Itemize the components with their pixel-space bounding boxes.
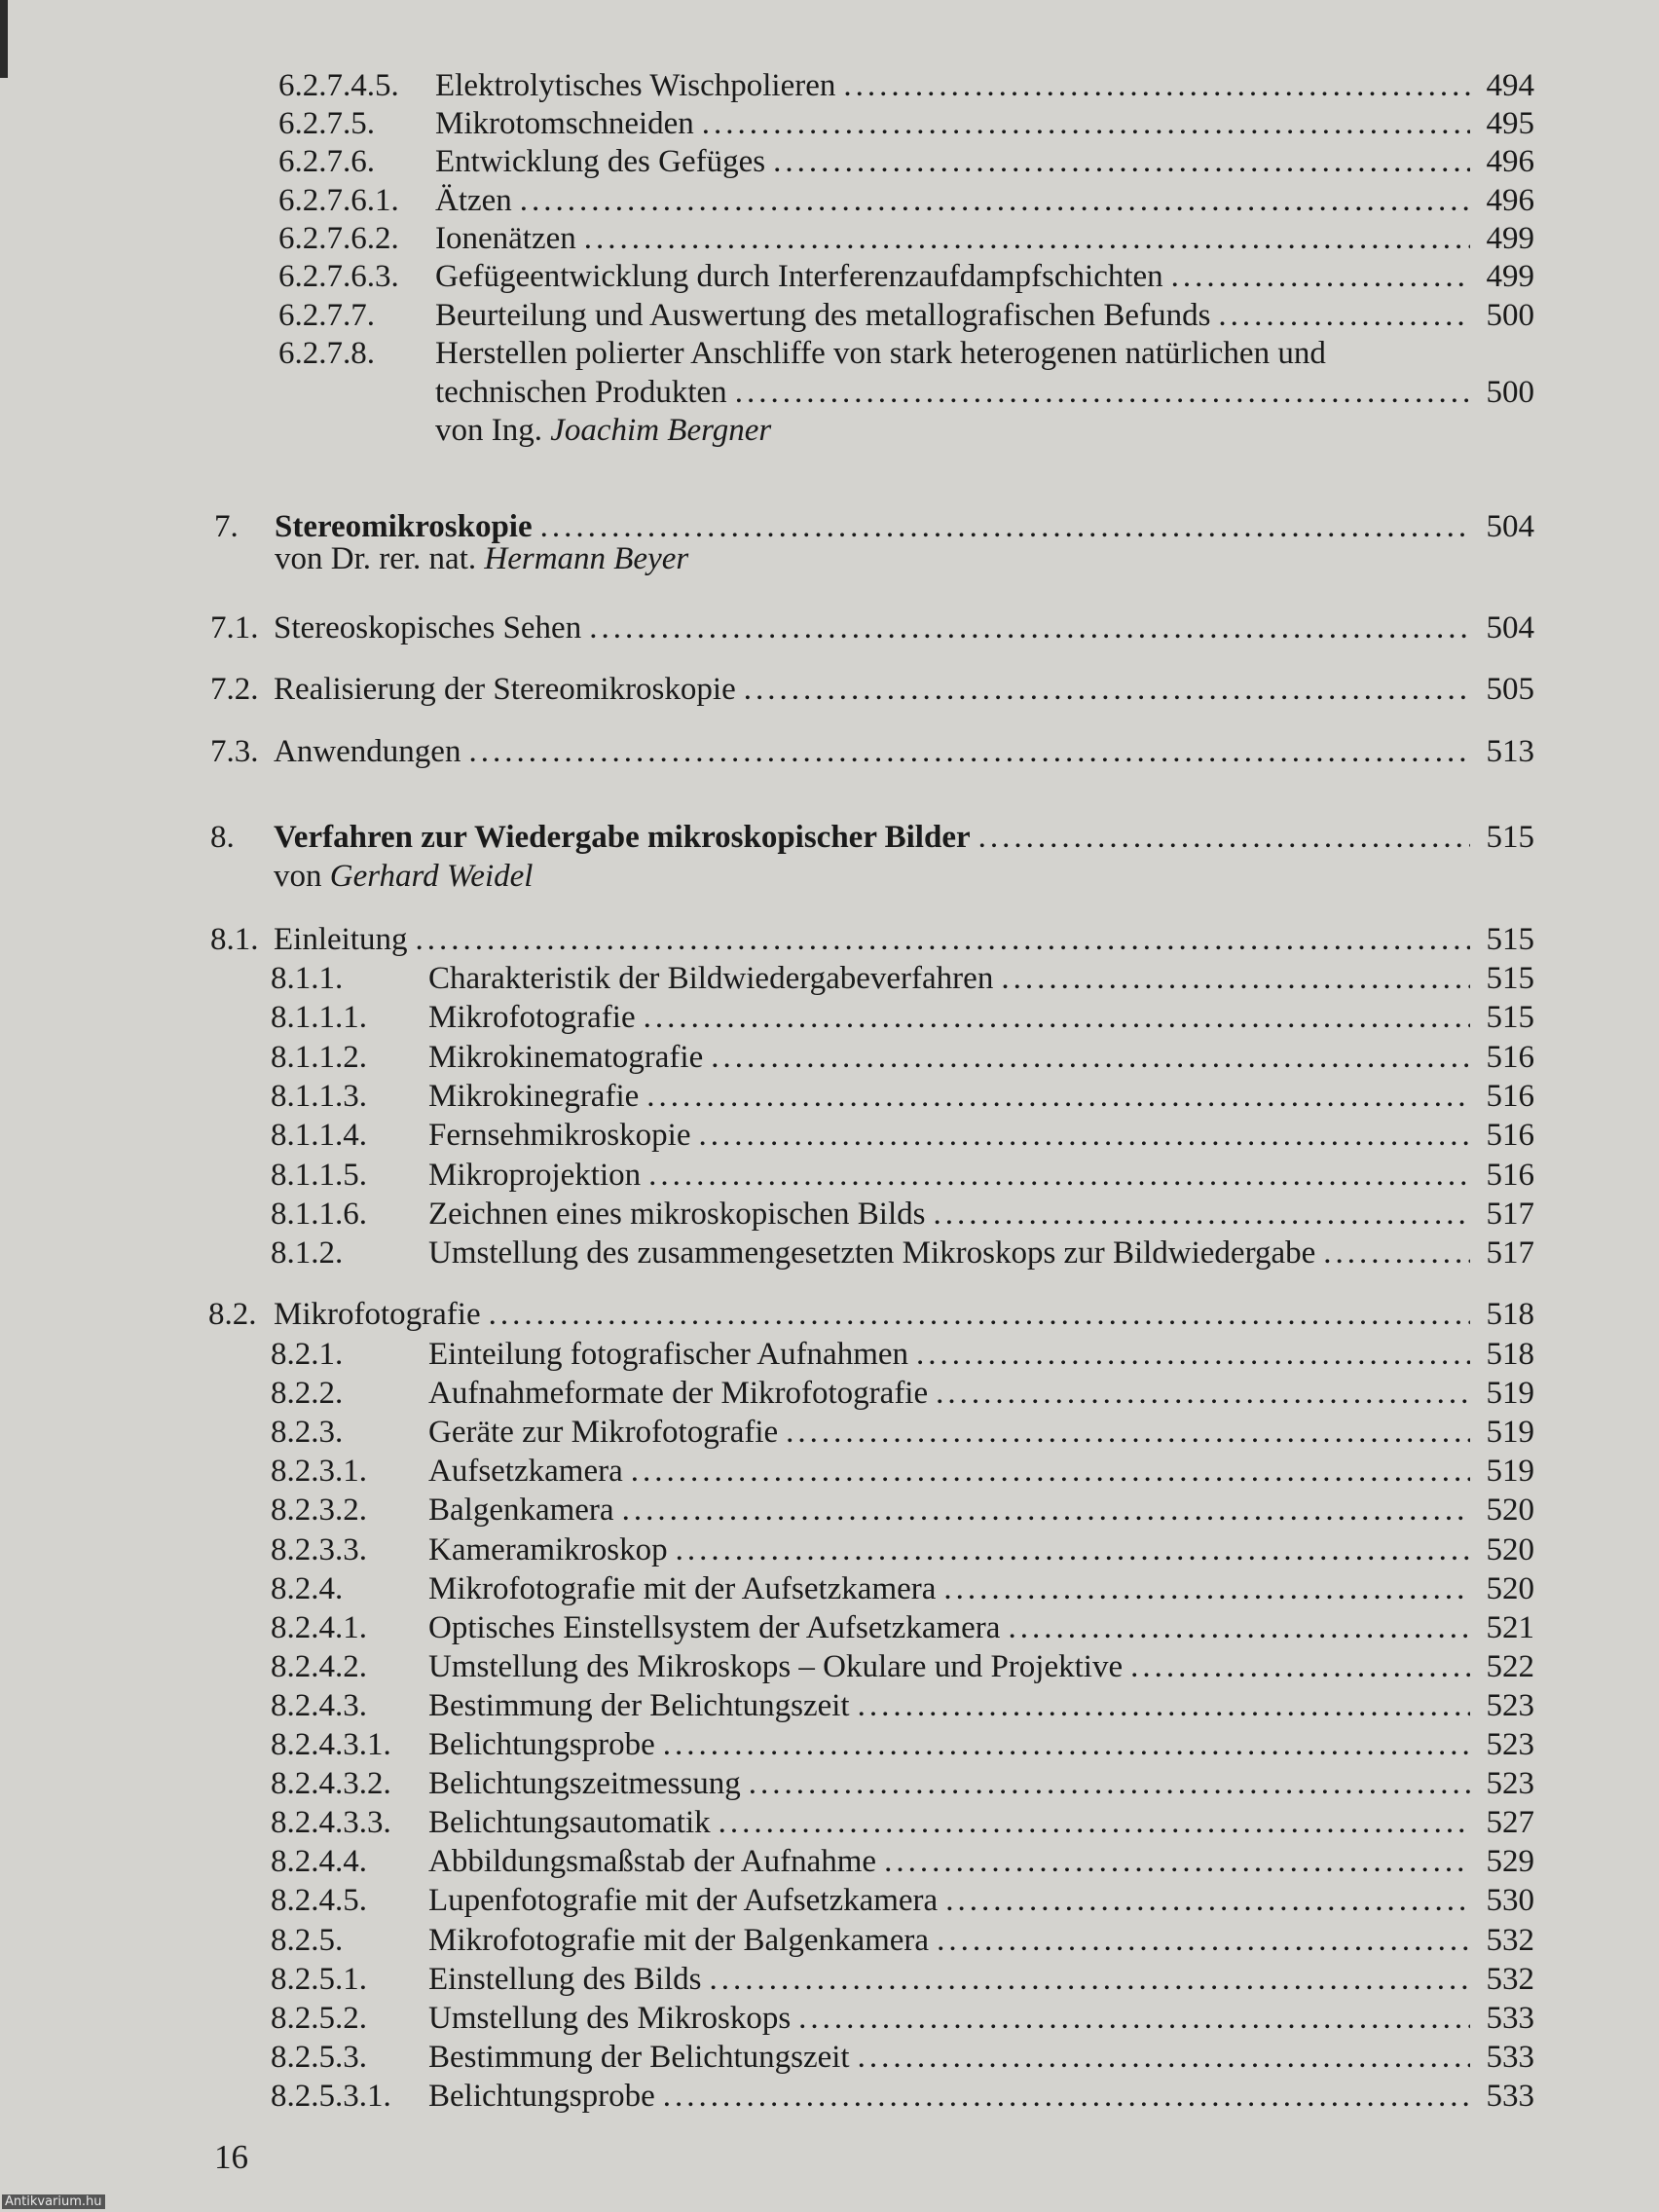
entry-number: 8.2.4.3.	[271, 1687, 367, 1723]
section-entry	[210, 608, 1534, 647]
author-name: Gerhard Weidel	[329, 859, 534, 894]
entry-number: 8.1.1.	[271, 961, 344, 996]
entry-title: Bestimmung der Belichtungszeit	[428, 1687, 850, 1723]
dot-leader	[719, 1803, 1470, 1842]
entry-page: 516	[1486, 1118, 1534, 1154]
entry-page: 515	[1486, 922, 1534, 957]
toc-entry	[271, 1803, 1534, 1842]
dot-leader	[589, 608, 1470, 647]
entry-number: 6.2.7.5.	[278, 106, 375, 141]
entry-title: Elektrolytisches Wischpolieren	[435, 68, 836, 103]
entry-title: Belichtungsprobe	[428, 1727, 655, 1762]
dot-leader	[468, 732, 1470, 771]
dot-leader	[945, 1881, 1470, 1920]
entry-title: Mikrofotografie	[274, 1297, 481, 1332]
toc-entry	[271, 2077, 1534, 2116]
entry-title: Mikrofotografie mit der Balgenkamera	[428, 1922, 930, 1958]
dot-leader	[943, 1569, 1470, 1608]
toc-entry	[271, 1195, 1534, 1234]
entry-title: Mikrofotografie	[428, 1000, 636, 1036]
dot-leader	[773, 142, 1470, 181]
entry-title: Aufsetzkamera	[428, 1454, 623, 1490]
dot-leader	[1323, 1234, 1470, 1272]
dot-leader	[648, 1156, 1470, 1195]
author-name: Joachim Bergner	[550, 413, 772, 448]
entry-page: 533	[1486, 2000, 1534, 2036]
dot-leader	[1001, 959, 1470, 998]
entry-number: 6.2.7.6.3.	[278, 259, 399, 294]
dot-leader	[520, 181, 1470, 220]
entry-page: 533	[1486, 2078, 1534, 2114]
author-line	[274, 857, 533, 896]
dot-leader	[622, 1491, 1470, 1530]
toc-entry	[271, 1842, 1534, 1881]
section-entry	[210, 670, 1534, 709]
dot-leader	[646, 1077, 1470, 1116]
dot-leader	[1130, 1647, 1470, 1686]
entry-title: Umstellung des Mikroskops	[428, 2000, 792, 2036]
entry-page: 495	[1486, 106, 1534, 141]
entry-number: 8.2.4.3.2.	[271, 1766, 391, 1802]
entry-number: 8.2.4.5.	[271, 1883, 367, 1919]
entry-title: Mikrokinegrafie	[428, 1078, 640, 1114]
dot-leader	[584, 219, 1470, 258]
entry-number: 8.2.4.3.1.	[271, 1727, 391, 1762]
entry-number: 8.2.3.1.	[271, 1454, 367, 1490]
entry-number: 6.2.7.7.	[278, 298, 375, 333]
toc-entry	[271, 1374, 1534, 1413]
entry-title: Ätzen	[435, 183, 512, 218]
dot-leader	[676, 1530, 1470, 1569]
entry-page: 530	[1486, 1883, 1534, 1919]
entry-title: Herstellen polierter Anschliffe von stark heterogenen natürlichen und	[435, 336, 1326, 371]
dot-leader	[744, 670, 1470, 709]
entry-page: 520	[1486, 1493, 1534, 1529]
toc-entry	[271, 1335, 1534, 1374]
entry-number: 8.1.1.5.	[271, 1157, 367, 1193]
entry-number: 8.2.4.4.	[271, 1844, 367, 1880]
page-edge-shadow	[0, 0, 8, 78]
entry-page: 518	[1486, 1297, 1534, 1332]
entry-title: Einleitung	[274, 922, 408, 957]
entry-title: Zeichnen eines mikroskopischen Bilds	[428, 1196, 926, 1232]
entry-page: 516	[1486, 1039, 1534, 1075]
entry-number: 8.2.3.3.	[271, 1531, 367, 1567]
dot-leader	[489, 1295, 1470, 1334]
entry-page: 523	[1486, 1727, 1534, 1762]
entry-number: 8.1.1.6.	[271, 1196, 367, 1232]
toc-entry	[278, 104, 1534, 143]
section-entry	[208, 1295, 1534, 1334]
entry-page: 515	[1486, 961, 1534, 996]
dot-leader	[884, 1842, 1470, 1881]
entry-page: 499	[1486, 259, 1534, 294]
entry-page: 529	[1486, 1844, 1534, 1880]
entry-page: 532	[1486, 1922, 1534, 1958]
entry-title: Anwendungen	[274, 734, 461, 769]
entry-page: 519	[1486, 1415, 1534, 1451]
toc-entry	[271, 1725, 1534, 1764]
dot-leader	[1008, 1608, 1470, 1647]
toc-entry	[271, 1881, 1534, 1920]
entry-page: 517	[1486, 1196, 1534, 1232]
toc-entry	[278, 181, 1534, 220]
entry-number: 8.1.1.2.	[271, 1039, 367, 1075]
toc-entry	[278, 296, 1534, 335]
dot-leader	[710, 1960, 1471, 1999]
entry-page: 494	[1486, 68, 1534, 103]
entry-page: 532	[1486, 1961, 1534, 1997]
entry-page: 513	[1486, 734, 1534, 769]
watermark: Antikvarium.hu	[2, 2194, 105, 2209]
entry-page: 516	[1486, 1078, 1534, 1114]
dot-leader	[936, 1374, 1470, 1413]
entry-title: Stereomikroskopie	[275, 509, 533, 544]
toc-entry-continued	[435, 373, 1534, 412]
entry-number: 7.	[214, 509, 239, 544]
entry-title: Bestimmung der Belichtungszeit	[428, 2039, 850, 2075]
entry-page: 523	[1486, 1687, 1534, 1723]
toc-entry	[271, 1686, 1534, 1725]
entry-number: 6.2.7.4.5.	[278, 68, 399, 103]
toc-entry	[271, 2038, 1534, 2077]
entry-page: 504	[1486, 509, 1534, 544]
entry-title: Verfahren zur Wiedergabe mikroskopischer Bilder	[274, 820, 971, 855]
toc-entry	[271, 1608, 1534, 1647]
entry-page: 527	[1486, 1805, 1534, 1841]
entry-number: 8.2.5.1.	[271, 1961, 367, 1997]
toc-entry	[278, 334, 1326, 373]
toc-entry	[271, 1647, 1534, 1686]
toc-entry	[271, 1530, 1534, 1569]
entry-page: 500	[1486, 298, 1534, 333]
dot-leader	[858, 2038, 1470, 2077]
entry-number: 6.2.7.8.	[278, 336, 375, 371]
entry-title: Umstellung des zusammengesetzten Mikroskops zur Bildwiedergabe	[428, 1235, 1316, 1272]
dot-leader	[631, 1452, 1470, 1491]
entry-number: 8.2.4.1.	[271, 1609, 367, 1645]
entry-title: Aufnahmeformate der Mikrofotografie	[428, 1376, 929, 1412]
entry-number: 6.2.7.6.2.	[278, 221, 399, 256]
entry-page: 504	[1486, 610, 1534, 645]
entry-title: Einteilung fotografischer Aufnahmen	[428, 1337, 909, 1372]
entry-title: Mikrotomschneiden	[435, 106, 694, 141]
dot-leader	[937, 1921, 1470, 1960]
entry-page: 505	[1486, 672, 1534, 707]
author-prefix: von Dr. rer. nat.	[275, 541, 477, 576]
entry-number: 8.2.4.	[271, 1570, 344, 1606]
toc-entry	[271, 1921, 1534, 1960]
entry-title: Optisches Einstellsystem der Aufsetzkamera	[428, 1609, 1001, 1645]
entry-number: 8.1.1.3.	[271, 1078, 367, 1114]
entry-number: 8.2.2.	[271, 1376, 344, 1412]
dot-leader	[711, 1038, 1470, 1077]
dot-leader	[749, 1764, 1470, 1803]
toc-entry	[271, 1077, 1534, 1116]
dot-leader	[786, 1413, 1470, 1452]
entry-number: 6.2.7.6.1.	[278, 183, 399, 218]
entry-title: Entwicklung des Gefüges	[435, 144, 766, 179]
entry-number: 7.2.	[210, 672, 259, 707]
dot-leader	[735, 373, 1470, 412]
toc-entry	[278, 219, 1534, 258]
toc-entry	[278, 142, 1534, 181]
entry-page: 515	[1486, 1000, 1534, 1036]
entry-number: 8.	[210, 820, 235, 855]
entry-title: Belichtungsprobe	[428, 2078, 655, 2114]
entry-page: 516	[1486, 1157, 1534, 1193]
entry-number: 7.3.	[210, 734, 259, 769]
entry-page: 499	[1486, 221, 1534, 256]
entry-title: Beurteilung und Auswertung des metallografischen Befunds	[435, 298, 1211, 333]
entry-title: Mikrofotografie mit der Aufsetzkamera	[428, 1570, 937, 1606]
entry-number: 8.1.2.	[271, 1235, 344, 1272]
entry-number: 8.2.3.	[271, 1415, 344, 1451]
entry-title: Einstellung des Bilds	[428, 1961, 702, 1997]
toc-entry	[271, 1116, 1534, 1155]
entry-title: Abbildungsmaßstab der Aufnahme	[428, 1844, 877, 1880]
toc-entry	[271, 1038, 1534, 1077]
author-prefix: von Ing.	[435, 413, 542, 448]
entry-number: 8.1.1.1.	[271, 1000, 367, 1036]
entry-page: 518	[1486, 1337, 1534, 1372]
entry-page: 496	[1486, 144, 1534, 179]
dot-leader	[798, 1999, 1470, 2038]
toc-entry	[271, 998, 1534, 1037]
entry-title: Mikrokinematografie	[428, 1039, 704, 1075]
dot-leader	[934, 1195, 1471, 1234]
toc-entry	[271, 1569, 1534, 1608]
entry-number: 6.2.7.6.	[278, 144, 375, 179]
entry-page: 522	[1486, 1648, 1534, 1684]
entry-page: 500	[1486, 375, 1534, 410]
entry-page: 496	[1486, 183, 1534, 218]
entry-number: 8.2.5.3.1.	[271, 2078, 391, 2114]
entry-title: Realisierung der Stereomikroskopie	[274, 672, 736, 707]
dot-leader	[843, 66, 1470, 105]
dot-leader	[702, 104, 1470, 143]
entry-number: 8.2.4.3.3.	[271, 1805, 391, 1841]
author-prefix: von	[274, 859, 322, 894]
entry-number: 8.2.	[208, 1297, 257, 1332]
entry-page: 517	[1486, 1235, 1534, 1272]
toc-entry	[271, 1156, 1534, 1195]
entry-number: 7.1.	[210, 610, 259, 645]
entry-title: Belichtungszeitmessung	[428, 1766, 741, 1802]
toc-entry	[271, 1999, 1534, 2038]
page-number: 16	[214, 2138, 248, 2176]
entry-title: Lupenfotografie mit der Aufsetzkamera	[428, 1883, 939, 1919]
entry-title: Mikroprojektion	[428, 1157, 642, 1193]
entry-number: 8.2.5.3.	[271, 2039, 367, 2075]
author-line	[275, 539, 688, 578]
entry-page: 519	[1486, 1454, 1534, 1490]
entry-title: technischen Produkten	[435, 375, 727, 410]
entry-page: 533	[1486, 2039, 1534, 2075]
entry-number: 8.2.1.	[271, 1337, 344, 1372]
entry-title: Fernsehmikroskopie	[428, 1118, 691, 1154]
dot-leader	[1218, 296, 1470, 335]
entry-page: 520	[1486, 1531, 1534, 1567]
toc-entry	[271, 1491, 1534, 1530]
toc-entry	[271, 1234, 1534, 1272]
entry-number: 8.1.	[210, 922, 259, 957]
entry-title: Ionenätzen	[435, 221, 576, 256]
entry-title: Balgenkamera	[428, 1493, 614, 1529]
toc-entry	[271, 959, 1534, 998]
entry-number: 8.1.1.4.	[271, 1118, 367, 1154]
author-line	[435, 411, 771, 450]
dot-leader	[916, 1335, 1470, 1374]
toc-entry	[271, 1413, 1534, 1452]
entry-title: Gefügeentwicklung durch Interferenzaufdampfschichten	[435, 259, 1163, 294]
entry-page: 520	[1486, 1570, 1534, 1606]
entry-page: 521	[1486, 1609, 1534, 1645]
entry-number: 8.2.5.	[271, 1922, 344, 1958]
entry-page: 519	[1486, 1376, 1534, 1412]
dot-leader	[1171, 257, 1470, 296]
dot-leader	[858, 1686, 1470, 1725]
entry-title: Kameramikroskop	[428, 1531, 668, 1567]
dot-leader	[663, 2077, 1470, 2116]
entry-title: Belichtungsautomatik	[428, 1805, 711, 1841]
dot-leader	[644, 998, 1470, 1037]
section-entry	[210, 920, 1534, 959]
entry-number: 8.2.4.2.	[271, 1648, 367, 1684]
entry-page: 515	[1486, 820, 1534, 855]
entry-number: 8.2.3.2.	[271, 1493, 367, 1529]
entry-title: Umstellung des Mikroskops – Okulare und Projektive	[428, 1648, 1124, 1684]
dot-leader	[698, 1116, 1470, 1155]
entry-title: Geräte zur Mikrofotografie	[428, 1415, 779, 1451]
dot-leader	[978, 818, 1470, 857]
toc-entry	[278, 66, 1534, 105]
toc-entry	[271, 1960, 1534, 1999]
section-entry	[210, 732, 1534, 771]
entry-title: Stereoskopisches Sehen	[274, 610, 582, 645]
toc-entry	[271, 1764, 1534, 1803]
entry-page: 523	[1486, 1766, 1534, 1802]
dot-leader	[415, 920, 1470, 959]
author-name: Hermann Beyer	[484, 541, 689, 576]
entry-number: 8.2.5.2.	[271, 2000, 367, 2036]
chapter-heading	[210, 818, 1534, 857]
dot-leader	[663, 1725, 1470, 1764]
toc-entry	[271, 1452, 1534, 1491]
toc-entry	[278, 257, 1534, 296]
entry-title: Charakteristik der Bildwiedergabeverfahren	[428, 961, 994, 996]
